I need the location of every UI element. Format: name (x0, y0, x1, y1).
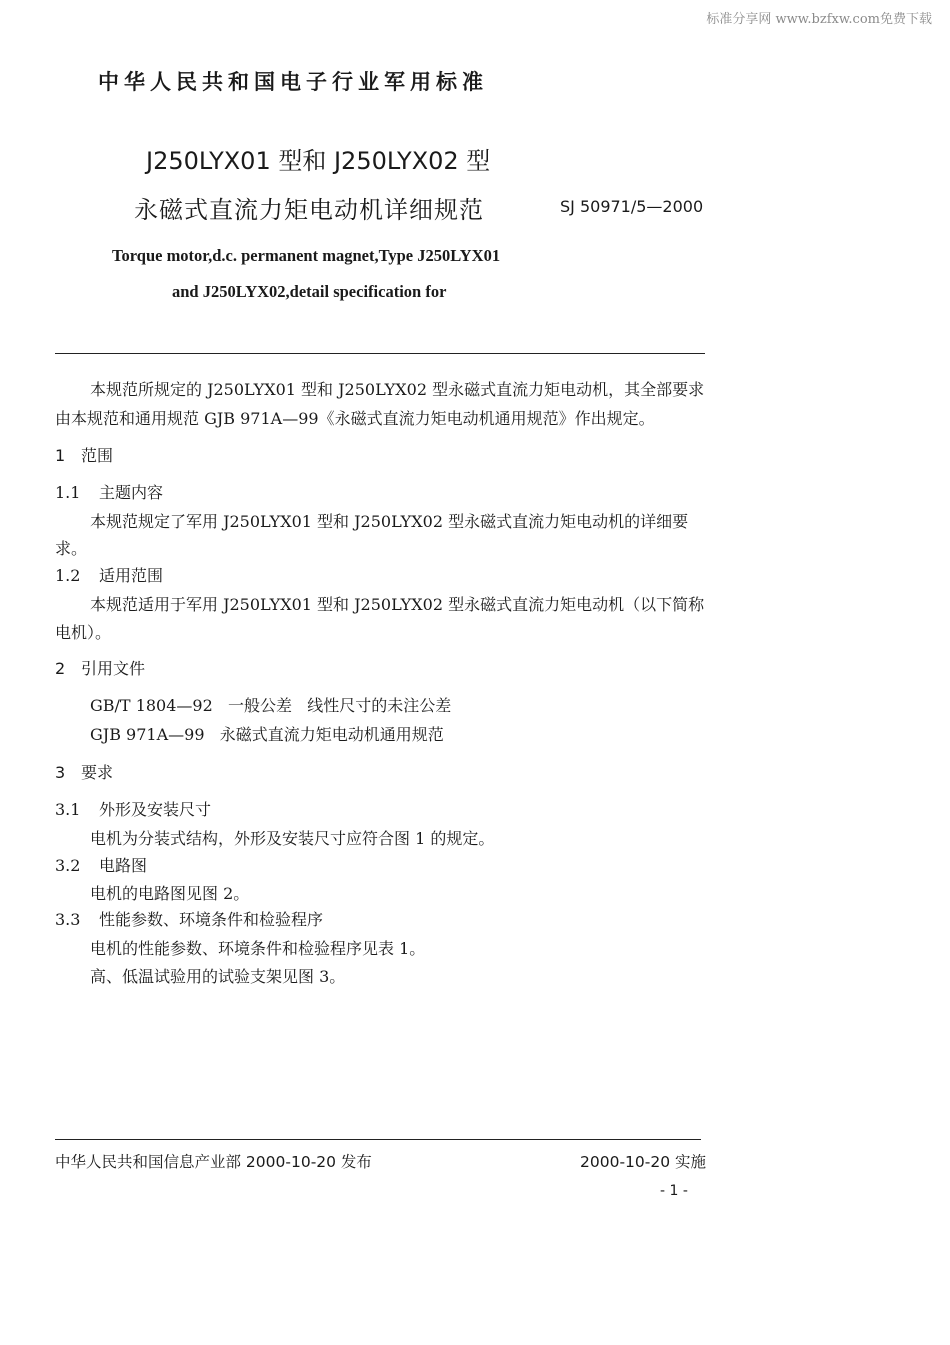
page-number: - 1 - (660, 1183, 688, 1199)
section-number: 1.2 (55, 566, 81, 585)
english-title-line-2: and J250LYX02,detail specification for (172, 282, 447, 301)
section-1-heading (55, 443, 113, 466)
reference-2: GJB 971A—99 永磁式直流力矩电动机通用规范 (90, 725, 444, 744)
watermark: 标准分享网 www.bzfxw.com免费下载 (706, 12, 932, 27)
section-title: 范围 (81, 446, 114, 465)
section-2-heading (55, 656, 145, 679)
section-3-3-heading (55, 907, 323, 930)
intro-line-1: 本规范所规定的 J250LYX01 型和 J250LYX02 型永磁式直流力矩电动机，其全部要求 (90, 380, 705, 399)
section-1-1-line-1: 本规范规定了军用 J250LYX01 型和 J250LYX02 型永磁式直流力矩电动机的详细要 (90, 512, 689, 531)
header-divider (55, 353, 705, 354)
effective-date: 2000-10-20 实施 (580, 1153, 707, 1171)
section-title: 主题内容 (99, 483, 164, 502)
section-title: 引用文件 (81, 659, 146, 678)
section-title: 性能参数、环境条件和检验程序 (99, 910, 324, 929)
section-number: 3.1 (55, 800, 81, 819)
section-3-heading (55, 760, 113, 783)
footer-divider (55, 1139, 701, 1140)
section-1-2-line-1: 本规范适用于军用 J250LYX01 型和 J250LYX02 型永磁式直流力矩电动机（以下简称 (90, 595, 705, 614)
section-number: 1 (55, 446, 66, 465)
section-number: 3.3 (55, 910, 81, 929)
intro-line-2: 由本规范和通用规范 GJB 971A—99《永磁式直流力矩电动机通用规范》作出规定。 (55, 409, 655, 428)
title-line-1: J250LYX01 型和 J250LYX02 型 (146, 147, 491, 175)
section-3-1-heading (55, 797, 211, 820)
reference-1: GB/T 1804—92 一般公差 线性尺寸的未注公差 (90, 696, 452, 715)
publisher-line: 中华人民共和国信息产业部 2000-10-20 发布 (55, 1153, 372, 1171)
section-1-1-heading (55, 480, 163, 503)
section-3-2-heading (55, 853, 147, 876)
section-number: 2 (55, 659, 66, 678)
section-1-2-line-2: 电机）。 (55, 623, 112, 642)
section-title: 要求 (81, 763, 114, 782)
title-line-2: 永磁式直流力矩电动机详细规范 (134, 196, 484, 224)
section-1-1-line-2: 求。 (55, 539, 88, 558)
section-title: 电路图 (99, 856, 148, 875)
section-number: 3.2 (55, 856, 81, 875)
english-title-line-1: Torque motor,d.c. permanent magnet,Type J250LYX01 (112, 246, 501, 265)
section-title: 适用范围 (99, 566, 164, 585)
section-number: 1.1 (55, 483, 81, 502)
section-1-2-heading (55, 563, 163, 586)
section-3-2-line-1: 电机的电路图见图 2。 (90, 884, 250, 903)
section-3-3-line-2: 高、低温试验用的试验支架见图 3。 (90, 967, 346, 986)
section-number: 3 (55, 763, 66, 782)
standard-number: SJ 50971/5—2000 (560, 197, 704, 216)
section-title: 外形及安装尺寸 (99, 800, 212, 819)
section-3-3-line-1: 电机的性能参数、环境条件和检验程序见表 1。 (90, 939, 426, 958)
standard-category: 中华人民共和国电子行业军用标准 (98, 70, 488, 94)
section-3-1-line-1: 电机为分装式结构，外形及安装尺寸应符合图 1 的规定。 (90, 829, 495, 848)
